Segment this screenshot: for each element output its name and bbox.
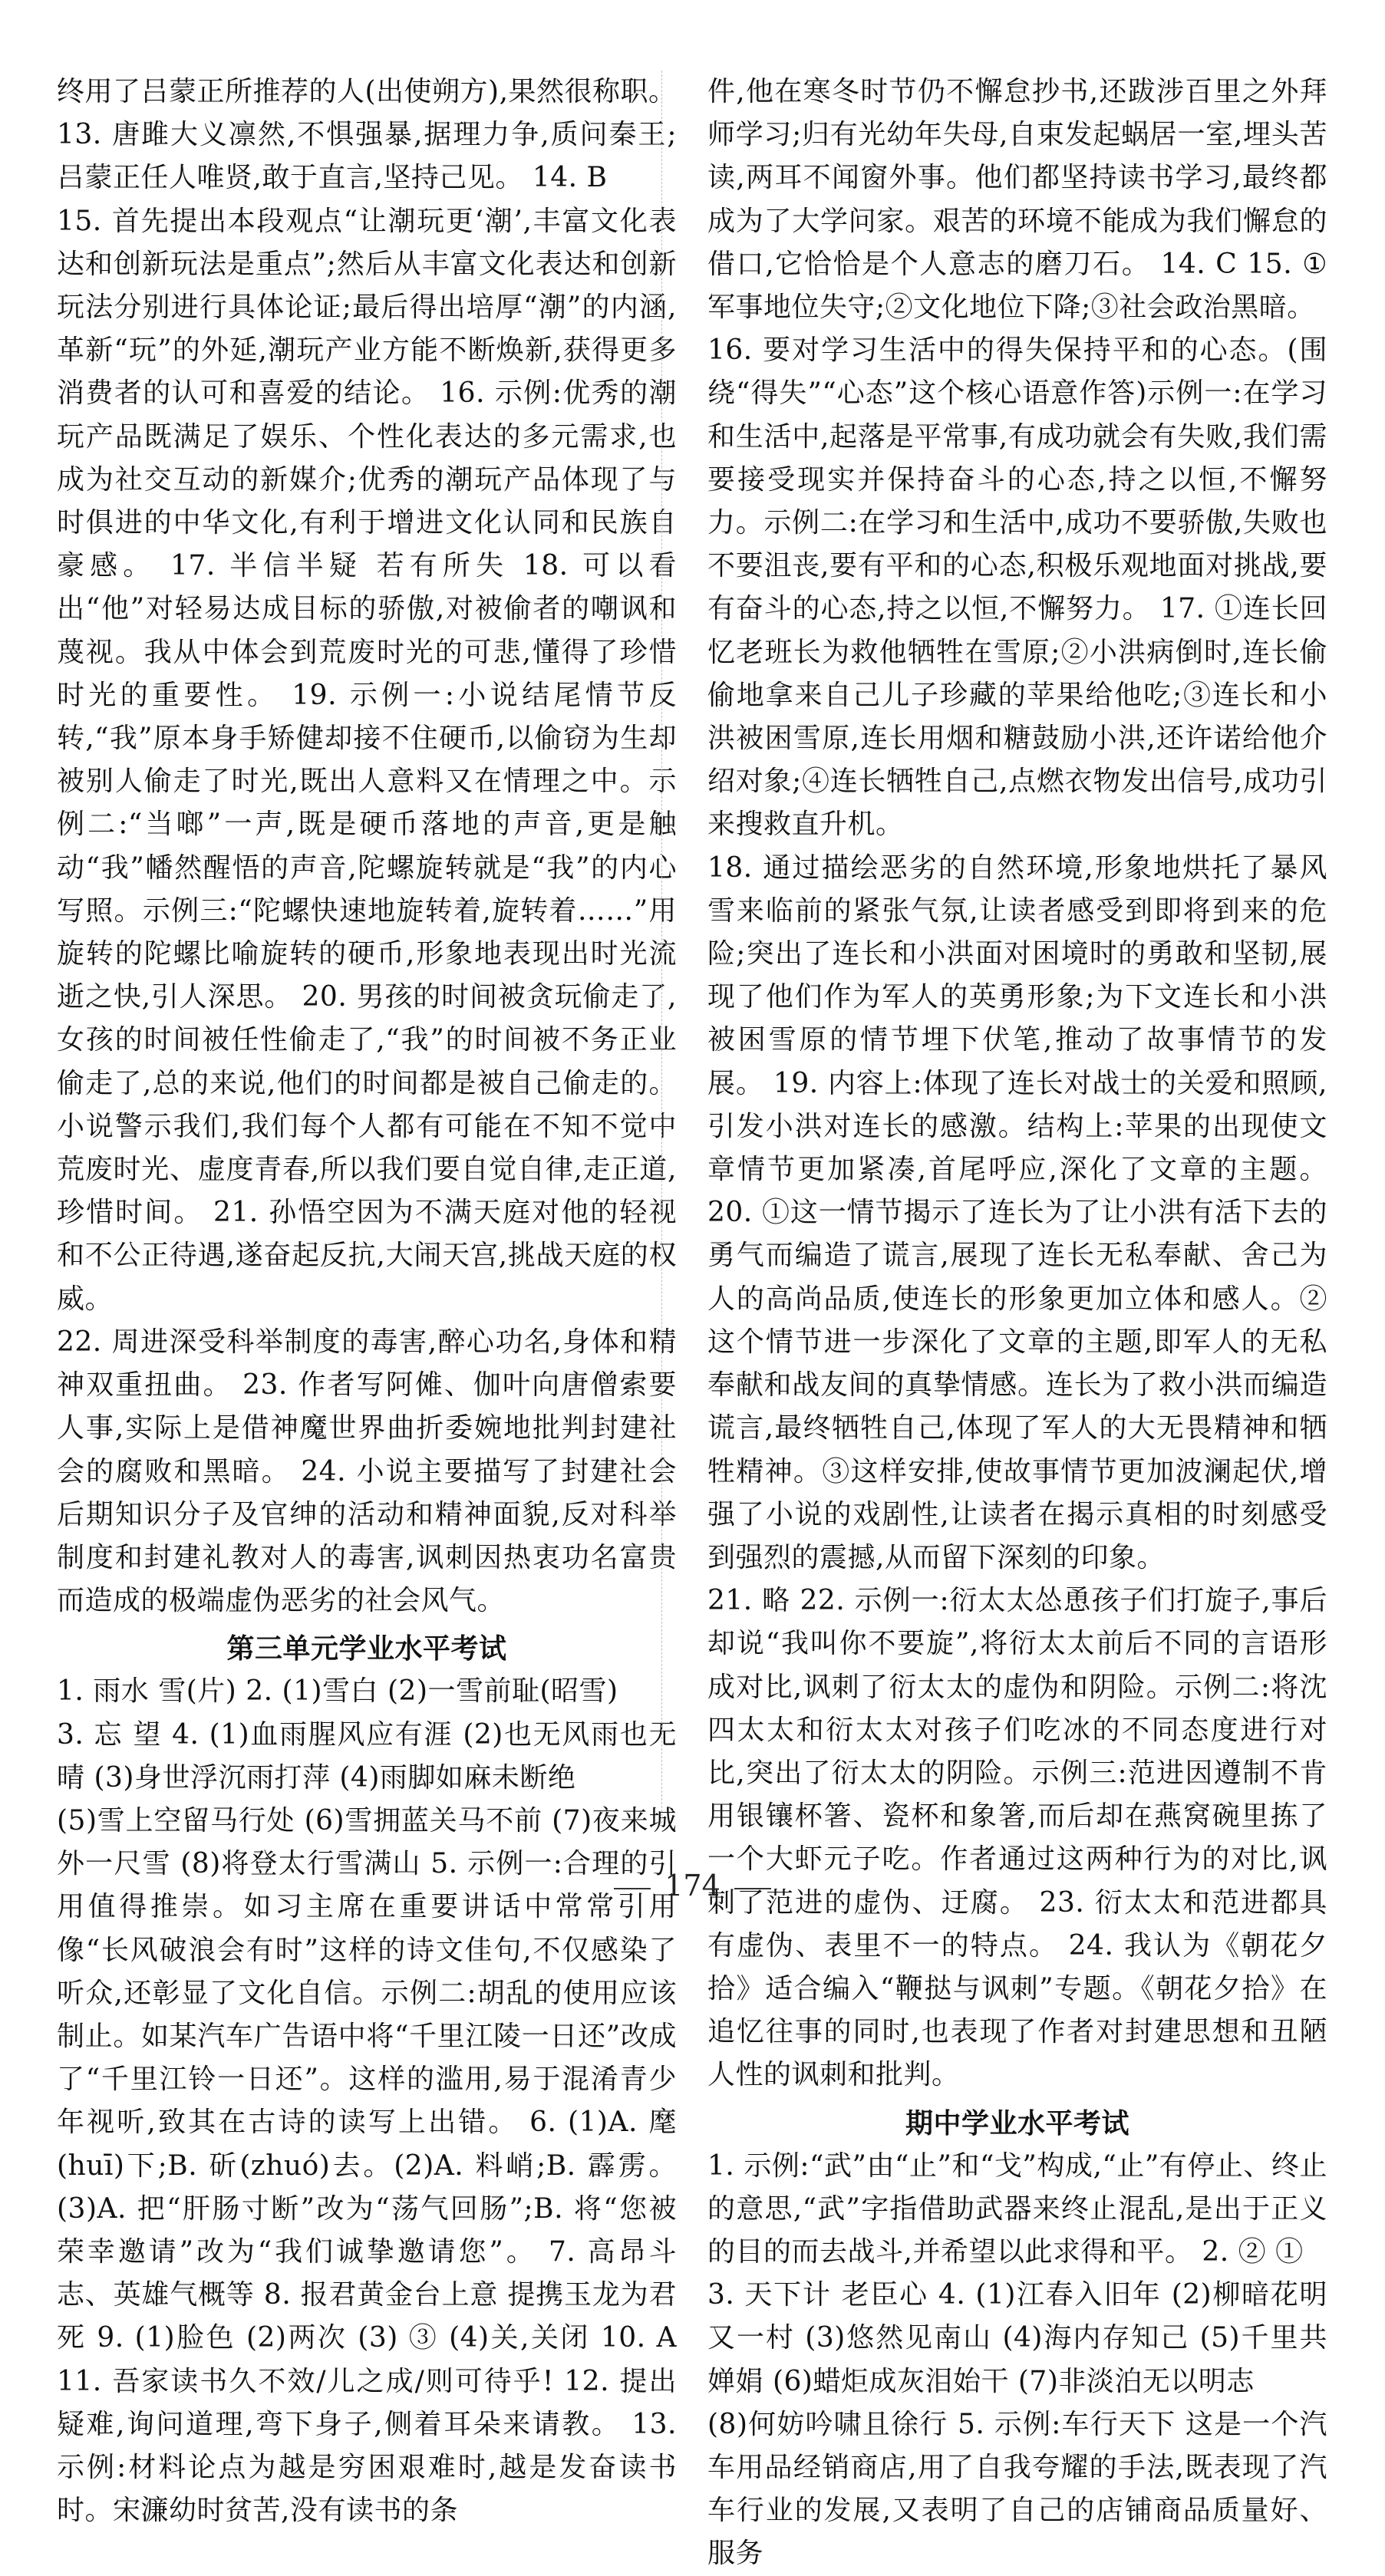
right-para: 21. 略 22. 示例一:衍太太怂恿孩子们打旋子,事后却说“我叫你不要旋”,将衍太太前后不同的言语形成对比,讽刺了衍太太的虚伪和阴险。示例二:将沈四太太和衍太太对孩子们吃冰的不同态度进行对比,突出了衍太太的阴险。示例三:范进因遵制不肯用银镶杯箸、瓷杯和象箸,而后却在燕窝碗里拣了一个大虾元子吃。作者通过这两种行为的对比,讽刺了范进的虚伪、迂腐。 23. 衍太太和范进都具有虚伪、表里不一的特点。 24. 我认为《朝花夕拾》适合编入“鞭挞与讽刺”专题。《朝花夕拾》在追忆往事的同时,也表现了作者对封建思想和丑陋人性的讽刺和批判。	[707, 1585, 1327, 2091]
left-para: 15. 首先提出本段观点“让潮玩更‘潮’,丰富文化表达和创新玩法是重点”;然后从丰富文化表达和创新玩法分别进行具体论证;最后得出培厚“潮”的内涵,革新“玩”的外延,潮玩产业方能不断焕新,获得更多消费者的认可和喜爱的结论。 16. 示例:优秀的潮玩产品既满足了娱乐、个性化表达的多元需求,也成为社交互动的新媒介;优秀的潮玩产品体现了与时俱进的中华文化,有利于增进文化认同和民族自豪感。 17. 半信半疑 若有所失 18. 可以看出“他”对轻易达成目标的骄傲,对被偷者的嘲讽和蔑视。我从中体会到荒废时光的可悲,懂得了珍惜时光的重要性。 19. 示例一:小说结尾情节反转,“我”原本身手矫健却接不住硬币,以偷窃为生却被别人偷走了时光,既出人意料又在情理之中。示例二:“当啷”一声,既是硬币落地的声音,更是触动“我”幡然醒悟的声音,陀螺旋转就是“我”的内心写照。示例三:“陀螺快速地旋转着,旋转着……”用旋转的陀螺比喻旋转的硬币,形象地表现出时光流逝之快,引人深思。 20. 男孩的时间被贪玩偷走了,女孩的时间被任性偷走了,“我”的时间被不务正业偷走了,总的来说,他们的时间都是被自己偷走的。小说警示我们,我们每个人都有可能在不知不觉中荒废时光、虚度青春,所以我们要自觉自律,走正道,珍惜时间。 21. 孙悟空因为不满天庭对他的轻视和不公正待遇,遂奋起反抗,大闹天宫,挑战天庭的权威。	[57, 205, 677, 1315]
page-number	[0, 1869, 1385, 1902]
right-column	[707, 71, 1327, 2576]
left-para: 13. 唐雎大义凛然,不惧强暴,据理力争,质问秦王;吕蒙正任人唯贤,敢于直言,坚持己见。 14. B	[57, 119, 677, 194]
right-para: 1. 示例:“武”由“止”和“戈”构成,“止”有停止、终止的意思,“武”字指借助武器来终止混乱,是出于正义的目的而去战斗,并希望以此求得和平。 2. ② ①	[707, 2149, 1327, 2268]
right-para: 3. 天下计 老臣心 4. (1)江春入旧年 (2)柳暗花明又一村 (3)悠然见南山 (4)海内存知己 (5)千里共婵娟 (6)蜡炬成灰泪始干 (7)非淡泊无以明志	[707, 2279, 1327, 2397]
left-para: 22. 周进深受科举制度的毒害,醉心功名,身体和精神双重扭曲。 23. 作者写阿傩、伽叶向唐僧索要人事,实际上是借神魔世界曲折委婉地批判封建社会的腐败和黑暗。 24. 小说主要描写了封建社会后期知识分子及官绅的活动和精神面貌,反对科举制度和封建礼教对人的毒害,讽刺因热衷功名富贵而造成的极端虚伪恶劣的社会风气。	[57, 1326, 677, 1617]
section-heading-midterm: 期中学业水平考试	[905, 2107, 1129, 2140]
left-para: 终用了吕蒙正所推荐的人(出使朔方),果然很称职。	[57, 76, 677, 107]
left-para: 3. 忘 望 4. (1)血雨腥风应有涯 (2)也无风雨也无晴 (3)身世浮沉雨打萍 (4)雨脚如麻未断绝	[57, 1718, 677, 1794]
page-number-dash-left	[614, 1888, 651, 1889]
left-para: 1. 雨水 雪(片) 2. (1)雪白 (2)一雪前耻(昭雪)	[57, 1675, 618, 1708]
right-para: (8)何妨吟啸且徐行 5. 示例:车行天下 这是一个汽车用品经销商店,用了自我夸耀的手法,既表现了汽车行业的发展,又表明了自己的店铺商品质量好、服务	[707, 2408, 1327, 2570]
left-para: (5)雪上空留马行处 (6)雪拥蓝关马不前 (7)夜来城外一尺雪 (8)将登太行雪满山 5. 示例一:合理的引用值得推崇。如习主席在重要讲话中常常引用像“长风破浪会有时”这样的诗文佳句,不仅感染了听众,还彰显了文化自信。示例二:胡乱的使用应该制止。如某汽车广告语中将“千里江陵一日还”改成了“千里江铃一日还”。这样的滥用,易于混淆青少年视听,致其在古诗的读写上出错。 6. (1)A. 麾(huī)下;B. 斫(zhuó)去。(2)A. 料峭;B. 霹雳。(3)A. 把“肝肠寸断”改为“荡气回肠”;B. 将“您被荣幸邀请”改为“我们诚挚邀请您”。 7. 高昂斗志、英雄气概等 8. 报君黄金台上意 提携玉龙为君死 9. (1)脸色 (2)两次 (3) ③ (4)关,关闭 10. A 11. 吾家读书久不效/儿之成/则可待乎! 12. 提出疑难,询问道理,弯下身子,侧着耳朵来请教。 13. 示例:材料论点为越是穷困艰难时,越是发奋读书时。宋濂幼时贫苦,没有读书的条	[57, 1804, 677, 2527]
right-para: 件,他在寒冬时节仍不懈怠抄书,还跋涉百里之外拜师学习;归有光幼年失母,自束发起蜗居一室,埋头苦读,两耳不闻窗外事。他们都坚持读书学习,最终都成为了大学问家。艰苦的环境不能成为我们懈怠的借口,它恰恰是个人意志的磨刀石。 14. C 15. ①军事地位失守;②文化地位下降;③社会政治黑暗。	[707, 76, 1327, 324]
section-heading-unit3: 第三单元学业水平考试	[226, 1632, 507, 1665]
page-number-dash-right	[734, 1888, 771, 1889]
right-para: 18. 通过描绘恶劣的自然环境,形象地烘托了暴风雪来临前的紧张气氛,让读者感受到即将到来的危险;突出了连长和小洪面对困境时的勇敢和坚韧,展现了他们作为军人的英勇形象;为下文连长和小洪被困雪原的情节埋下伏笔,推动了故事情节的发展。 19. 内容上:体现了连长对战士的关爱和照顾,引发小洪对连长的感激。结构上:苹果的出现使文章情节更加紧凑,首尾呼应,深化了文章的主题。 20. ①这一情节揭示了连长为了让小洪有活下去的勇气而编造了谎言,展现了连长无私奉献、舍己为人的高尚品质,使连长的形象更加立体和感人。②这个情节进一步深化了文章的主题,即军人的无私奉献和战友间的真挚情感。连长为了救小洪而编造谎言,最终牺牲自己,体现了军人的大无畏精神和牺牲精神。③这样安排,使故事情节更加波澜起伏,增强了小说的戏剧性,让读者在揭示真相的时刻感受到强烈的震撼,从而留下深刻的印象。	[707, 852, 1327, 1573]
page-number-text: 174	[664, 1869, 721, 1902]
left-column	[57, 71, 677, 2532]
right-para: 16. 要对学习生活中的得失保持平和的心态。(围绕“得失”“心态”这个核心语意作答)示例一:在学习和生活中,起落是平常事,有成功就会有失败,我们需要接受现实并保持奋斗的心态,持之以恒,不懈努力。示例二:在学习和生活中,成功不要骄傲,失败也不要沮丧,要有平和的心态,积极乐观地面对挑战,要有奋斗的心态,持之以恒,不懈努力。 17. ①连长回忆老班长为救他牺牲在雪原;②小洪病倒时,连长偷偷地拿来自己儿子珍藏的苹果给他吃;③连长和小洪被困雪原,连长用烟和糖鼓励小洪,还许诺给他介绍对象;④连长牺牲自己,点燃衣物发出信号,成功引来搜救直升机。	[707, 334, 1327, 841]
column-divider	[661, 71, 662, 1827]
